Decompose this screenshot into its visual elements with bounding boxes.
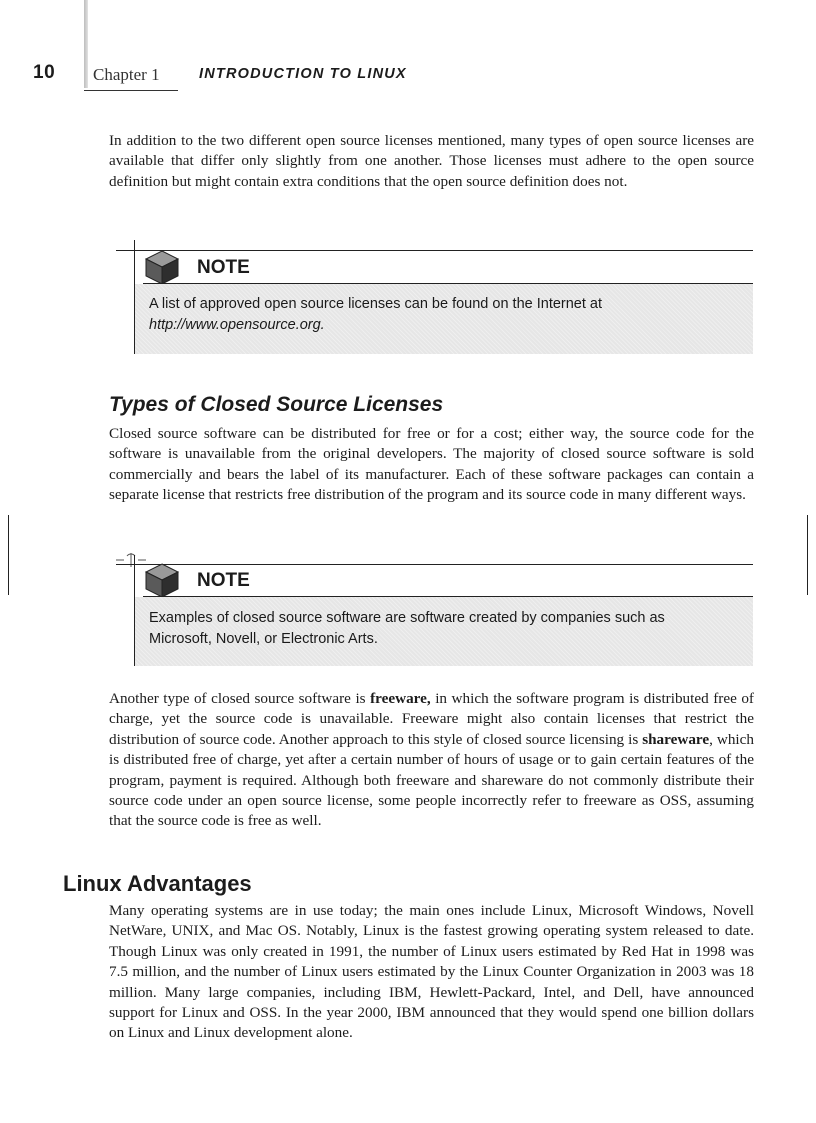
freeware-text-1: Another type of closed source software is (109, 690, 371, 707)
note2-top-rule (116, 564, 753, 565)
note1-text: A list of approved open source licenses can be found on the Internet at (149, 296, 603, 312)
chapter-title: INTRODUCTION TO LINUX (199, 66, 407, 82)
right-edge-mark (807, 515, 808, 595)
linux-advantages-heading: Linux Advantages (63, 871, 252, 896)
linux-advantages-paragraph: Many operating systems are in use today; the main ones include Linux, Microsoft Windows, Novell NetWare, UNIX, and Mac OS. Notably, Linux is the fastest growing operating system released to date. Though Linux was only created in 1991, the number of Linux users estimated by Red Hat in 1998 was 7.5 million, and the number of Linux users estimated by the Linux Counter Organization in 2003 was 18 million. Many large companies, including IBM, Hewlett-Packard, Intel, and Dell, have announced support for Linux and OSS. In the year 2000, IBM announced that they would spend one billion dollars on Linux and Linux development alone. (109, 902, 754, 1042)
chapter-label: Chapter 1 (93, 65, 160, 84)
intro-paragraph: In addition to the two different open source licenses mentioned, many types of open source licenses are available that differ only slightly from one another. Those licenses must adhere to the open source definition but might contain extra conditions that the open source definition does not. (109, 132, 754, 190)
page-number: 10 (33, 62, 56, 83)
freeware-text-2: in which the software program is distributed free of charge, yet the source code is unavailable. Freeware might also contain licenses that restrict the distribution of source code. Another approach to this style of closed source licensing is (109, 690, 754, 748)
margin-bar (84, 0, 88, 88)
note1-url: http://www.opensource.org. (149, 316, 325, 333)
freeware-paragraph (109, 689, 754, 832)
shareware-term: shareware (642, 730, 710, 748)
note1-body (149, 294, 744, 335)
note1-label: NOTE (197, 257, 250, 278)
note1-top-rule (116, 250, 753, 251)
freeware-term: freeware, (370, 690, 431, 707)
note2-label: NOTE (197, 570, 250, 591)
freeware-text-3: , which is distributed free of charge, yet after a certain number of hours of usage or to gain certain features of the program, payment is required. Although both freeware and shareware do not commonly distribute their source code under an open source license, some people incorrectly refer to freeware as OSS, assuming that the source code is free as well. (109, 730, 754, 830)
cube-icon (143, 248, 181, 286)
note2-text: Examples of closed source software are software created by companies such as Microsoft, Novell, or Electronic Arts. (149, 610, 665, 647)
header-rule (84, 90, 178, 91)
closed-source-paragraph: Closed source software can be distributed for free or for a cost; either way, the source code for the software is unavailable from the original developers. The majority of closed source software is sold commercially and bears the label of its manufacturer. Each of these software packages can contain a separate license that restricts free distribution of the program and its source code in many different ways. (109, 425, 754, 504)
cube-icon (143, 561, 181, 599)
left-edge-mark (8, 515, 9, 595)
closed-source-heading: Types of Closed Source Licenses (109, 393, 444, 416)
